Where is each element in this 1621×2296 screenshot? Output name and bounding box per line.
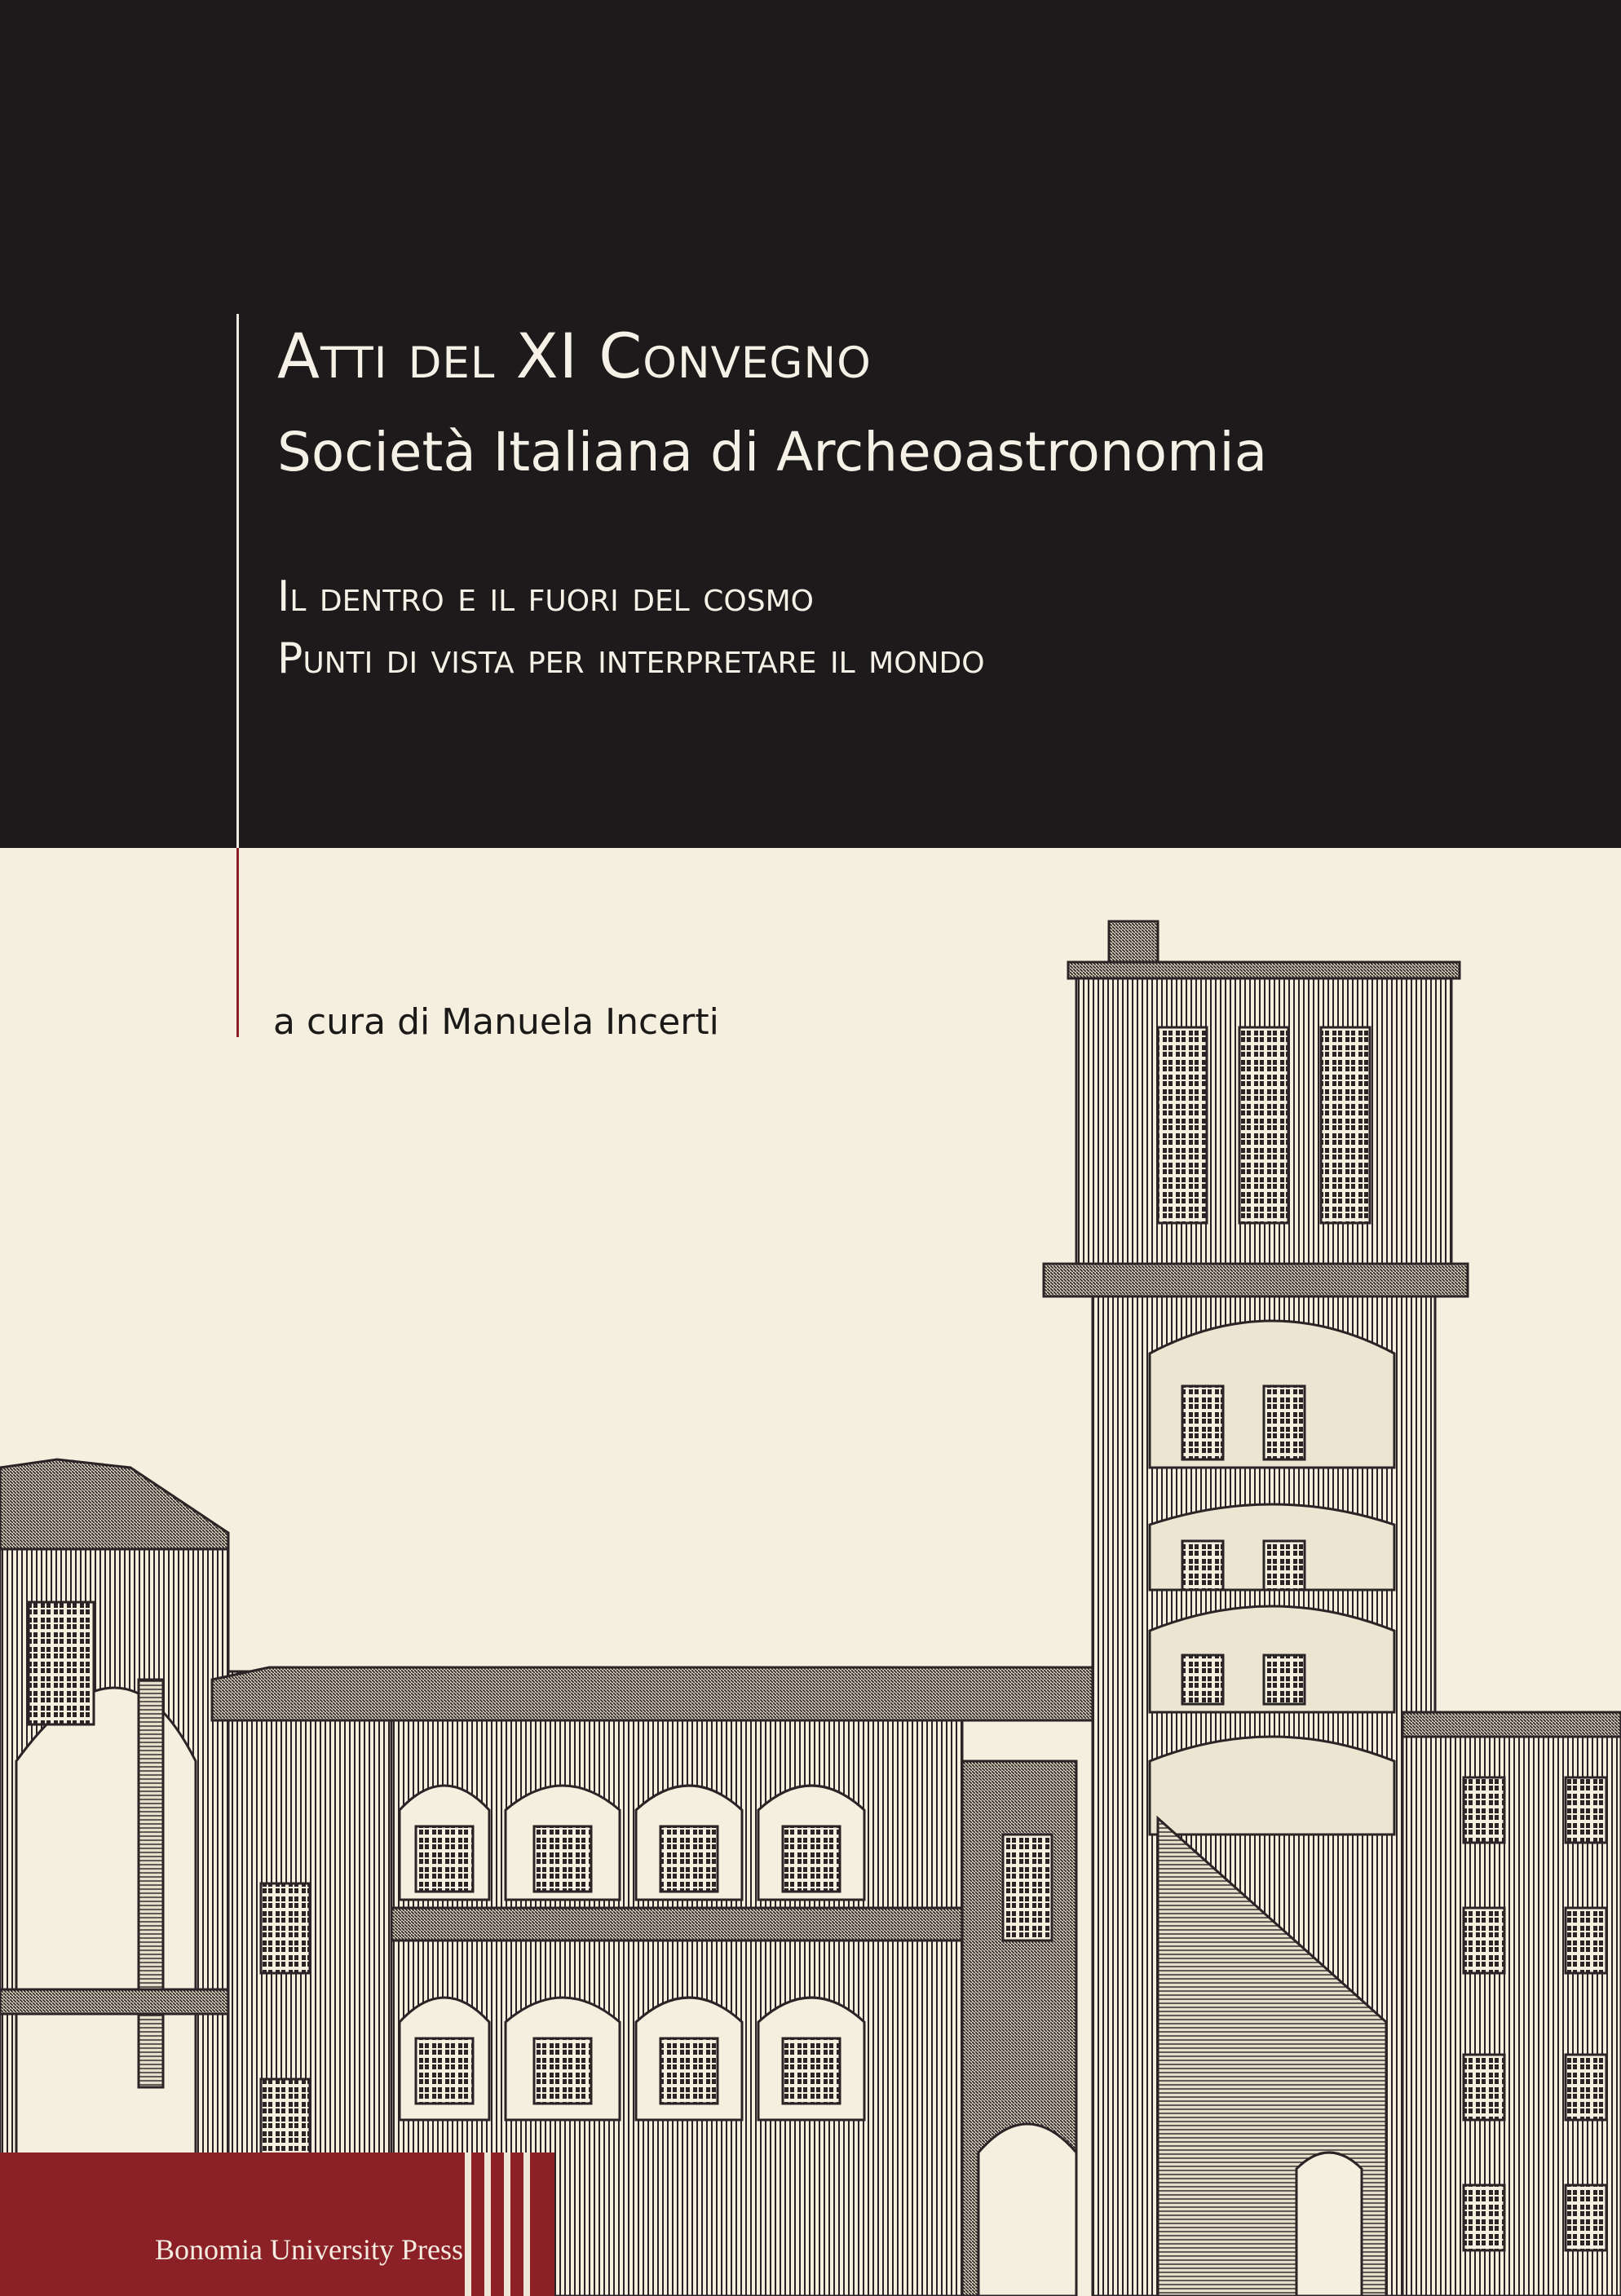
theme-title-line-2: Punti di vista per interpretare il mondo xyxy=(277,634,985,683)
right-building xyxy=(1402,1712,1621,2296)
editor-credit: a cura di Manuela Incerti xyxy=(273,1001,719,1043)
architectural-engraving xyxy=(0,897,1621,2296)
theme-title-line-1: Il dentro e il fuori del cosmo xyxy=(277,572,814,621)
conference-title: Atti del XI Convegno xyxy=(277,320,872,392)
vertical-rule xyxy=(236,314,239,848)
publisher-band-stripes xyxy=(457,2152,554,2296)
society-name: Società Italiana di Archeoastronomia xyxy=(277,421,1268,483)
publisher-name: Bonomia University Press xyxy=(155,2233,463,2266)
top-room-windows xyxy=(1158,1027,1370,1223)
